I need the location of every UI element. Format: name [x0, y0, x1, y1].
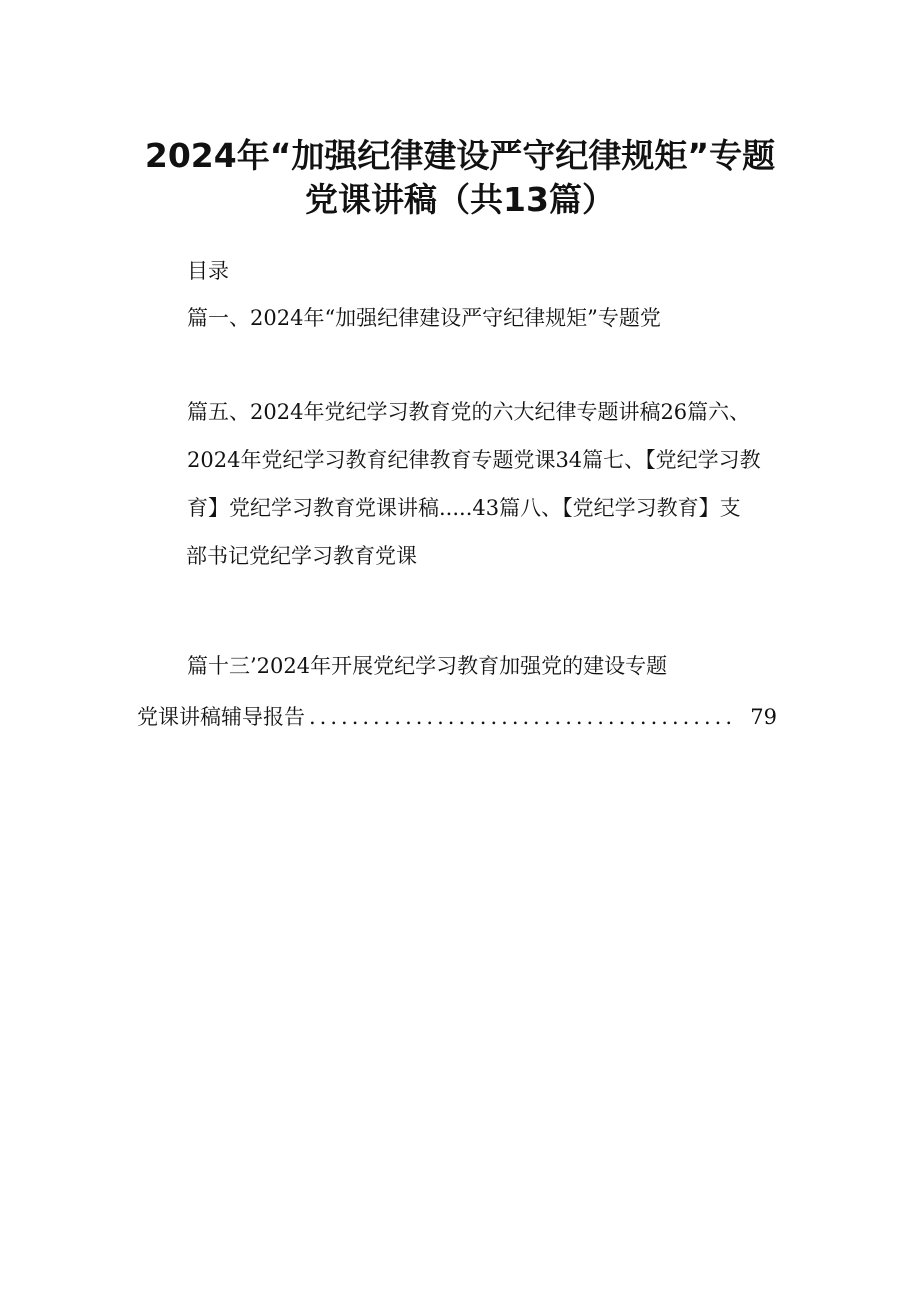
toc-entry-line: 育】党纪学习教育党课讲稿.....43篇八、【党纪学习教育】支 [187, 496, 741, 520]
toc-entry-label: 党课讲稿辅导报告 [137, 705, 305, 729]
toc-leader-dots: ........................................ [309, 705, 737, 729]
toc-heading: 目录 [187, 259, 229, 283]
toc-entry[interactable]: 篇一、2024年“加强纪律建设严守纪律规矩”专题党 [187, 306, 661, 330]
toc-entry-line: 部书记党纪学习教育党课 [186, 544, 417, 568]
document-title-line-1: 2024年“加强纪律建设严守纪律规矩”专题 [144, 136, 776, 175]
document-title-line-2: 党课讲稿（共13篇） [305, 180, 615, 219]
toc-entry[interactable]: 篇十三’2024年开展党纪学习教育加强党的建设专题 [187, 654, 668, 678]
toc-entry-line: 2024年党纪学习教育纪律教育专题党课34篇七、【党纪学习教 [187, 448, 761, 472]
toc-entry-with-page[interactable] [137, 702, 777, 732]
toc-entry-line: 篇五、2024年党纪学习教育党的六大纪律专题讲稿26篇六、 [187, 400, 751, 424]
toc-entry-block[interactable] [187, 388, 792, 580]
toc-page-number: 79 [750, 705, 777, 729]
